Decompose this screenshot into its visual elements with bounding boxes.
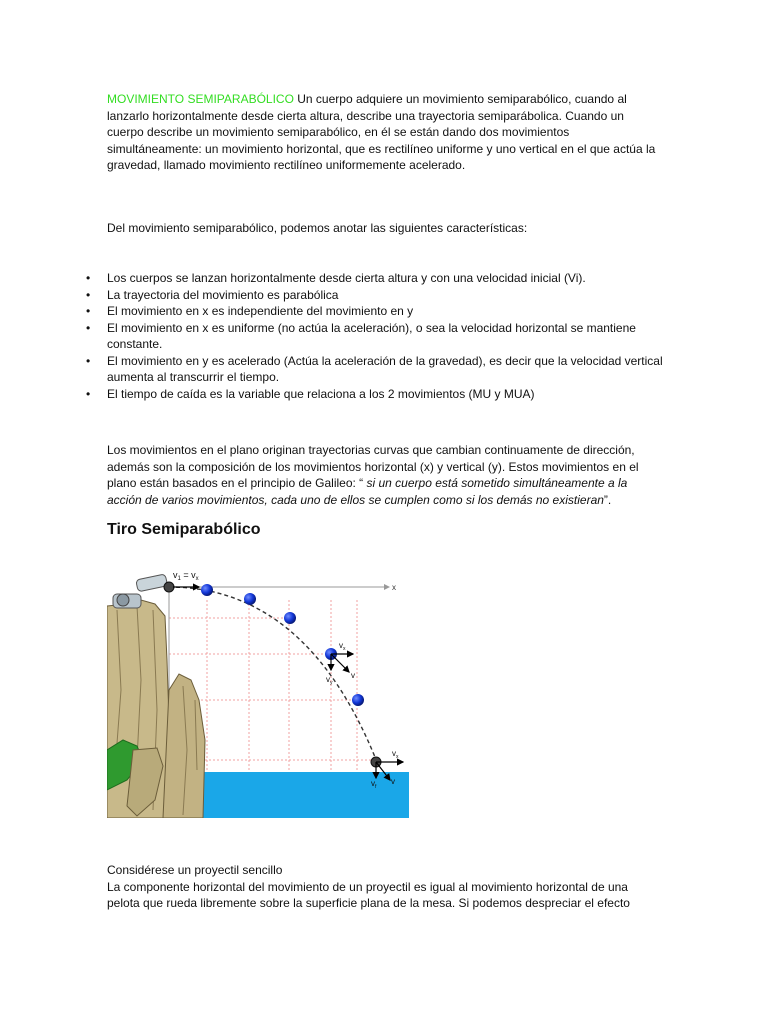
list-item: • El tiempo de caída es la variable que relaciona a los 2 movimientos (MU y MUA) [107, 386, 667, 403]
galileo-paragraph [107, 442, 662, 508]
section-title: Tiro Semiparabólico [107, 521, 261, 538]
characteristics-list [107, 270, 667, 402]
characteristics-lead: Del movimiento semiparabólico, podemos anotar las siguientes características: [107, 221, 528, 235]
end-vf-label: $v_f$ [371, 779, 377, 790]
projectile-paragraph [107, 862, 662, 912]
list-item: • El movimiento en x es independiente del movimiento en y [107, 303, 667, 320]
mid-v-arrow [331, 654, 349, 672]
projectile-line-2: La componente horizontal del movimiento de un proyectil es igual al movimiento horizontal de una pelota que rueda libremente sobre la superficie plana de la mesa. Si podemos despreciar el efecto [107, 879, 630, 910]
projectile-diagram [107, 570, 409, 818]
galileo-text: Los movimientos en el plano originan trayectorias curvas que cambian continuamente de dirección, además son la composición de los movimientos horizontal (x) y vertical (y). Estos movimientos en el plano están basados en el principio de Galileo: “ [107, 443, 639, 490]
projectile-line-1: Considérese un proyectil sencillo [107, 863, 283, 877]
list-item: • El movimiento en x es uniforme (no actúa la aceleración), o sea la velocidad horizontal se mantiene constante. [107, 320, 667, 353]
intro-heading: MOVIMIENTO SEMIPARABÓLICO [107, 92, 294, 106]
x-axis-label: x [392, 583, 396, 592]
ball [284, 612, 296, 624]
initial-velocity-label: $v_1 = v_x$ [173, 570, 199, 582]
galileo-quote: si un cuerpo está sometido simultáneamente a la acción de varios movimientos, cada uno de ellos se cumplen como si los demás no existieran [107, 476, 628, 507]
ball [201, 584, 213, 596]
ball [244, 593, 256, 605]
galileo-end: ”. [603, 492, 612, 507]
ball-start [164, 582, 174, 592]
mid-vy-label: $v_y$ [326, 675, 333, 686]
list-item: • El movimiento en y es acelerado (Actúa la aceleración de la gravedad), es decir que la velocidad vertical aumenta al transcurrir el tiempo. [107, 353, 667, 386]
cliff [107, 600, 205, 818]
mid-vx-label: $v_x$ [339, 641, 346, 652]
end-vx-label: $v_x$ [392, 749, 399, 760]
intro-body: Un cuerpo adquiere un movimiento semiparabólico, cuando al lanzarlo horizontalmente desde cierta altura, describe una trayectoria semiparábolica. Cuando un cuerpo describe un movimiento semiparabólico, en él se están dando dos movimientos simultáneamente: un movimiento horizontal, que es rectilíneo uniforme y uno vertical en el que actúa la gravedad, llamado movimiento rectilíneo uniformemente acelerado. [107, 92, 656, 172]
mid-v-label: v [351, 671, 355, 680]
intro-paragraph [107, 91, 662, 174]
end-v-label: v [391, 777, 395, 786]
cannon-icon [113, 574, 168, 608]
list-item: • La trayectoria del movimiento es parabólica [107, 287, 667, 304]
ball [352, 694, 364, 706]
list-item: • Los cuerpos se lanzan horizontalmente desde cierta altura y con una velocidad inicial (Vi). [107, 270, 667, 287]
